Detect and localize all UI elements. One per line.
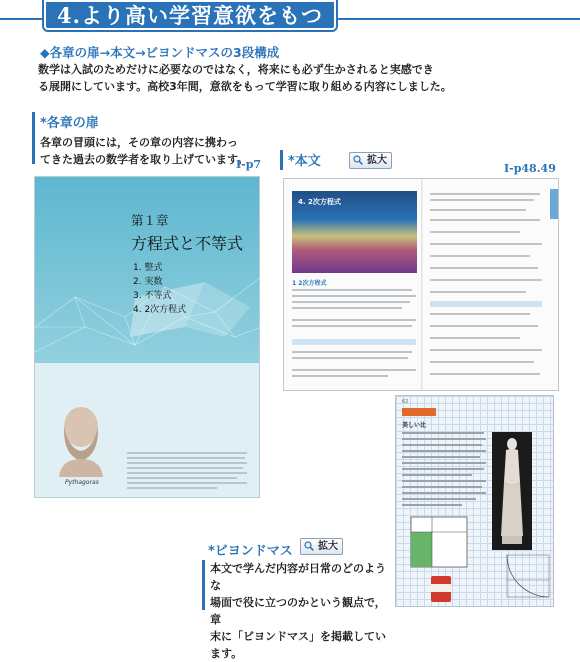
main-text-spread-thumbnail[interactable] bbox=[283, 178, 559, 391]
text-line bbox=[127, 482, 247, 484]
pythagoras-bust-illustration bbox=[49, 403, 113, 477]
text-line bbox=[402, 438, 486, 440]
text-line bbox=[292, 351, 412, 353]
text-line bbox=[402, 480, 486, 482]
chapter-cover-thumbnail[interactable] bbox=[34, 176, 260, 498]
text-line bbox=[402, 444, 482, 446]
soup-can-photo bbox=[428, 574, 454, 604]
text-line bbox=[402, 492, 486, 494]
text-line bbox=[402, 462, 486, 464]
text-line bbox=[430, 255, 530, 257]
chapter-index-tab bbox=[550, 189, 558, 219]
text-line bbox=[430, 243, 542, 245]
desc-line: 各章の冒頭には，その章の内容に携わっ bbox=[40, 136, 238, 149]
desc-line: 場面で役に立つのかという観点で，章 bbox=[210, 596, 386, 626]
beyond-math-title: *ビヨンドマス bbox=[208, 544, 293, 559]
example-box bbox=[292, 339, 416, 345]
beyond-page-number: 62 bbox=[402, 399, 409, 405]
page-title: 4.より高い学習意欲をもつ bbox=[57, 3, 323, 28]
magnifier-icon bbox=[304, 541, 314, 551]
text-line bbox=[402, 468, 484, 470]
text-line bbox=[402, 486, 482, 488]
cover-chapter-title: 方程式と不等式 bbox=[131, 234, 244, 253]
statue-silhouette bbox=[492, 432, 532, 550]
desc-line: 末に「ビヨンドマス」を掲載しています。 bbox=[210, 630, 386, 660]
magnifier-icon bbox=[353, 155, 363, 165]
desc-line: てきた過去の数学者を取り上げています。 bbox=[40, 153, 249, 166]
text-line bbox=[430, 209, 526, 211]
text-line bbox=[402, 504, 462, 506]
text-line bbox=[430, 361, 534, 363]
text-line bbox=[292, 357, 408, 359]
cover-chapter-number: 第１章 bbox=[131, 213, 169, 228]
cover-body-text-block bbox=[127, 449, 251, 492]
text-line bbox=[292, 295, 416, 297]
spread-fold bbox=[421, 179, 423, 390]
text-line bbox=[430, 313, 530, 315]
text-line bbox=[430, 373, 540, 375]
photo-section-title: 4. 2次方程式 bbox=[298, 198, 341, 206]
structure-heading: ◆各章の扉→本文→ビヨンドマスの3段構成 bbox=[40, 45, 280, 60]
text-line bbox=[127, 467, 243, 469]
chapter-door-page-ref: I-p7 bbox=[236, 158, 262, 171]
text-line bbox=[292, 375, 388, 377]
text-line bbox=[127, 477, 237, 479]
text-line bbox=[292, 325, 412, 327]
text-line bbox=[402, 498, 476, 500]
beyond-math-page-thumbnail[interactable] bbox=[395, 395, 554, 607]
main-text-title: *本文 bbox=[288, 154, 321, 169]
text-line bbox=[127, 472, 247, 474]
golden-spiral-diagram bbox=[506, 554, 550, 598]
text-line bbox=[430, 291, 526, 293]
golden-ratio-diagram bbox=[410, 516, 470, 570]
text-line bbox=[127, 457, 245, 459]
section-photo bbox=[292, 191, 417, 273]
cover-contents-item: 2. 実数 bbox=[133, 277, 163, 287]
text-line bbox=[127, 452, 247, 454]
venus-statue-photo bbox=[492, 432, 532, 550]
beyond-page-heading: 美しい比 bbox=[402, 422, 427, 429]
text-line bbox=[430, 279, 542, 281]
text-line bbox=[292, 307, 402, 309]
zoom-label: 拡大 bbox=[367, 155, 387, 166]
main-text-section bbox=[280, 150, 350, 169]
text-line bbox=[430, 337, 520, 339]
intro-line: 数学は入試のためだけに必要なのではなく，将来にも必ず生かされると実感でき bbox=[38, 63, 434, 76]
cover-contents-item: 3. 不等式 bbox=[133, 291, 172, 301]
beyond-math-zoom-button[interactable] bbox=[300, 538, 343, 555]
cover-contents-item: 4. 2次方程式 bbox=[133, 305, 187, 315]
example-box bbox=[430, 301, 542, 307]
text-line bbox=[430, 193, 540, 195]
text-line bbox=[430, 231, 520, 233]
section-bar bbox=[32, 112, 35, 164]
text-line bbox=[430, 349, 542, 351]
cover-contents-list bbox=[133, 261, 186, 317]
desc-line: 本文で学んだ内容が日常のどのような bbox=[210, 562, 386, 592]
text-line bbox=[430, 267, 538, 269]
mathematician-name: Pythagoras bbox=[65, 479, 99, 486]
text-line bbox=[292, 369, 416, 371]
text-line bbox=[127, 462, 247, 464]
text-line bbox=[292, 301, 410, 303]
text-line bbox=[430, 325, 538, 327]
text-line bbox=[292, 289, 412, 291]
zoom-label: 拡大 bbox=[318, 541, 338, 552]
chapter-door-title: *各章の扉 bbox=[40, 116, 99, 131]
text-line bbox=[402, 432, 484, 434]
header-tab bbox=[44, 0, 336, 30]
spread-subsection: 1 2次方程式 bbox=[292, 280, 327, 287]
section-bar bbox=[280, 150, 283, 170]
main-text-zoom-button[interactable] bbox=[349, 152, 392, 169]
section-bar bbox=[202, 560, 205, 610]
text-line bbox=[402, 450, 486, 452]
text-line bbox=[430, 219, 540, 221]
text-line bbox=[402, 474, 472, 476]
text-line bbox=[430, 199, 534, 201]
text-line bbox=[402, 456, 480, 458]
structure-intro bbox=[38, 61, 558, 95]
text-line bbox=[127, 487, 217, 489]
cover-contents-item: 1. 整式 bbox=[133, 263, 163, 273]
beyond-tag bbox=[402, 408, 436, 416]
beyond-math-desc-block bbox=[202, 560, 394, 662]
intro-line: る展開にしています。高校3年間，意欲をもって学習に取り組める内容にしました。 bbox=[38, 80, 452, 93]
beyond-math-desc bbox=[202, 560, 394, 662]
main-text-page-ref: I-p48.49 bbox=[504, 162, 556, 175]
text-line bbox=[292, 319, 416, 321]
